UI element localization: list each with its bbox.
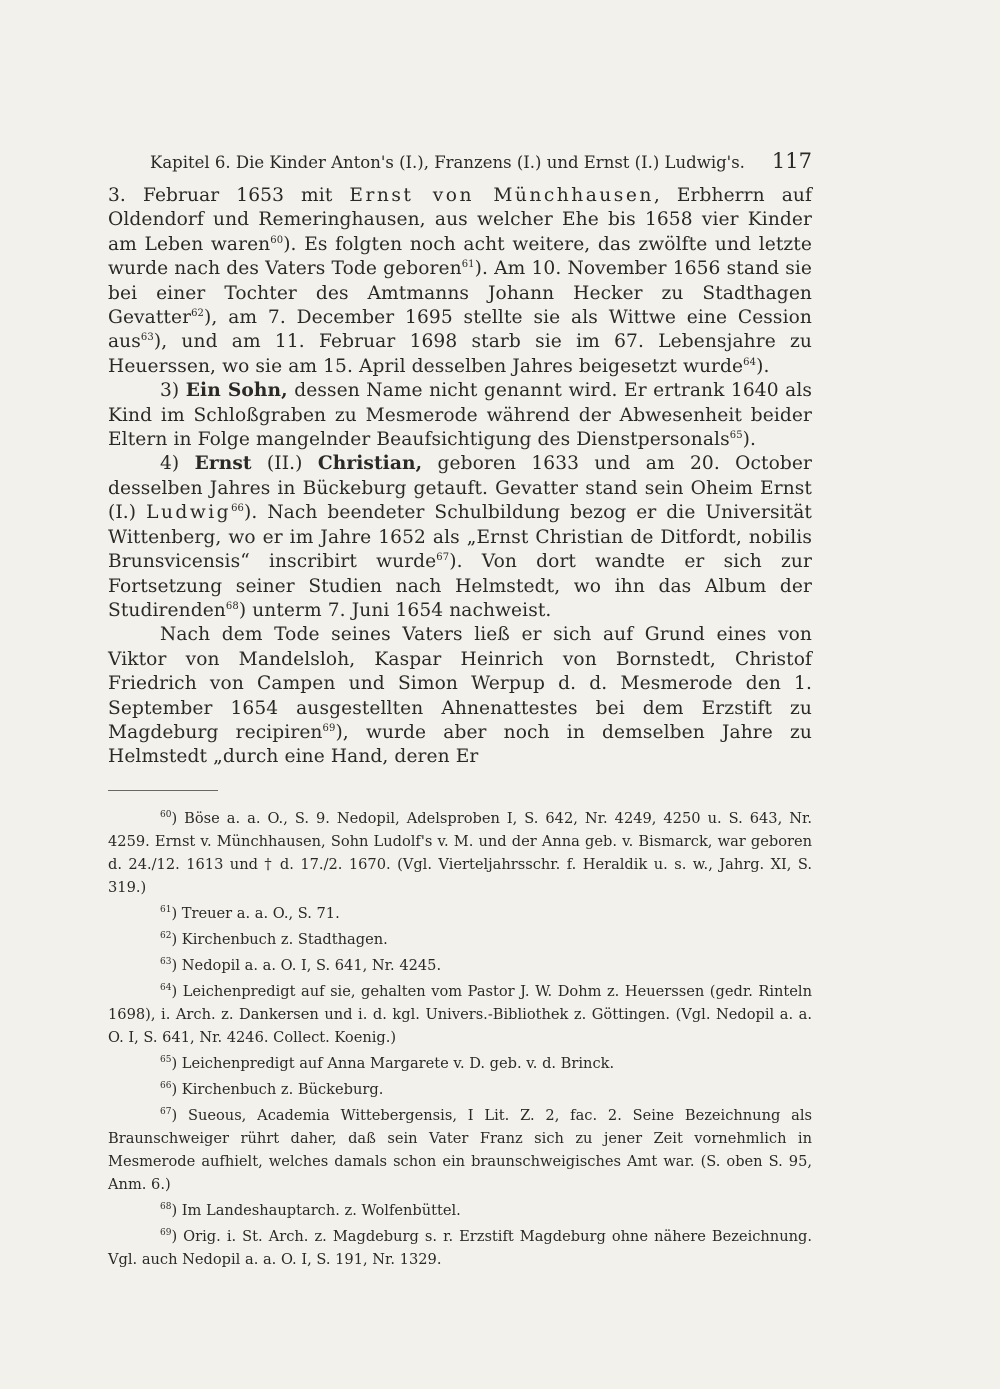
- footnote-ref[interactable]: 69: [322, 722, 336, 734]
- paragraph-ernst-christian: 4) Ernst (II.) Christian, geboren 1633 und am 20. October desselben Jahres in Bückeburg getauft. Gevatter stand sein Oheim Ernst (I.) Ludwig$^{66}$). Nach beendeter Schulbildung bezog er die Universität Wittenberg, wo er im Jahre 1652 als „Ernst Christian de Ditfordt, nobilis Brunsvicensis“ inscribirt wurde$^{67}$). Von dort wandte er sich zur Fortsetzung seiner Studien nach Helmstedt, wo ihn das Album der Studirenden$^{68}$) unterm 7. Juni 1654 nachweist.: [108, 453, 812, 621]
- footnote-ref[interactable]: 60: [270, 234, 284, 246]
- person-heading: Ein Sohn,: [185, 380, 288, 402]
- person-heading: Ernst: [194, 453, 252, 475]
- footnotes: [108, 807, 812, 1271]
- footnote: $^{69}$) Orig. i. St. Arch. z. Magdeburg s. r. Erzstift Magdeburg ohne nähere Bezeichnung. Vgl. auch Nedopil a. a. O. I, S. 191, Nr. 1329.: [108, 1227, 812, 1268]
- running-header: [108, 148, 812, 176]
- footnote: $^{64}$) Leichenpredigt auf sie, gehalten vom Pastor J. W. Dohm z. Heuerssen (gedr. Rinteln 1698), i. Arch. z. Dankersen und i. d. kgl. Univers.-Bibliothek z. Göttingen. (Vgl. Nedopil a. a. O. I, S. 641, Nr. 4246. Collect. Koenig.): [108, 982, 812, 1046]
- footnote: $^{62}$) Kirchenbuch z. Stadthagen.: [160, 930, 388, 948]
- footnote-number: 66: [160, 1080, 172, 1091]
- footnote: $^{61}$) Treuer a. a. O., S. 71.: [160, 904, 340, 922]
- paragraph-magdeburg: Nach dem Tode seines Vaters ließ er sich auf Grund eines von Viktor von Mandelsloh, Kaspar Heinrich von Bornstedt, Christof Friedrich von Campen und Simon Werpup d. d. Mesmerode den 1. September 1654 ausgestellten Ahnenattestes bei dem Erzstift zu Magdeburg recipiren$^{69}$), wurde aber noch in demselben Jahre zu Helmstedt „durch eine Hand, deren Er: [108, 624, 812, 768]
- footnote-number: 69: [160, 1227, 172, 1238]
- page: [108, 148, 812, 1274]
- footnote-ref[interactable]: 65: [729, 429, 743, 441]
- footnote-number: 67: [160, 1106, 172, 1117]
- footnote-ref[interactable]: 61: [461, 259, 475, 271]
- footnote-ref[interactable]: 68: [225, 600, 239, 612]
- paragraph-son: 3) Ein Sohn, dessen Name nicht genannt wird. Er ertrank 1640 als Kind im Schloßgraben zu Mesmerode während der Abwesenheit beider Eltern in Folge mangelnder Beaufsichtigung des Dienstpersonals$^{65}$).: [108, 380, 813, 451]
- footnote-ref[interactable]: 64: [743, 356, 757, 368]
- main-text: [108, 184, 812, 770]
- person-name: Ludwig: [146, 502, 232, 524]
- page-number: 117: [771, 149, 812, 173]
- paragraph-continuation: 3. Februar 1653 mit Ernst von Münchhausen, Erbherrn auf Oldendorf und Remeringhausen, aus welcher Ehe bis 1658 vier Kinder am Leben waren$^{60}$). Es folgten noch acht weitere, das zwölfte und letzte wurde nach des Vaters Tode geboren$^{61}$). Am 10. November 1656 stand sie bei einer Tochter des Amtmanns Johann Hecker zu Stadthagen Gevatter$^{62}$), am 7. December 1695 stellte sie als Wittwe eine Cession aus$^{63}$), und am 11. Februar 1698 starb sie im 67. Lebensjahre zu Heuerssen, wo sie am 15. April desselben Jahres beigesetzt wurde$^{64}$).: [108, 185, 812, 377]
- footnote-number: 65: [160, 1054, 172, 1065]
- footnote: $^{66}$) Kirchenbuch z. Bückeburg.: [160, 1080, 384, 1098]
- footnote: $^{68}$) Im Landeshauptarch. z. Wolfenbüttel.: [160, 1201, 461, 1219]
- footnote: $^{60}$) Böse a. a. O., S. 9. Nedopil, Adelsproben I, S. 642, Nr. 4249, 4250 u. S. 643, Nr. 4259. Ernst v. Münchhausen, Sohn Ludolf's v. M. und der Anna geb. v. Bismarck, war geboren d. 24./12. 1613 und † d. 17./2. 1670. (Vgl. Vierteljahrsschr. f. Heraldik u. s. w., Jahrg. XI, S. 319.): [108, 809, 812, 896]
- footnote-divider: [108, 790, 218, 791]
- footnote-number: 61: [160, 904, 172, 915]
- footnote: $^{65}$) Leichenpredigt auf Anna Margarete v. D. geb. v. d. Brinck.: [160, 1054, 615, 1072]
- footnote-number: 60: [160, 809, 172, 820]
- footnote-ref[interactable]: 67: [436, 551, 450, 563]
- footnote-number: 64: [160, 982, 172, 993]
- person-name: Ernst von Münchhausen: [349, 185, 654, 206]
- footnote-number: 63: [160, 956, 172, 967]
- footnote: $^{67}$) Sueous, Academia Wittebergensis, I Lit. Z. 2, fac. 2. Seine Bezeichnung als Braunschweiger rührt daher, daß sein Vater Franz sich zu jener Zeit vornehmlich in Mesmerode aufhielt, welches damals schon ein braunschweigisches Amt war. (S. oben S. 95, Anm. 6.): [108, 1106, 812, 1193]
- footnote-number: 62: [160, 930, 172, 941]
- footnote: $^{63}$) Nedopil a. a. O. I, S. 641, Nr. 4245.: [160, 956, 442, 974]
- footnote-number: 68: [160, 1201, 172, 1212]
- running-title: Kapitel 6. Die Kinder Anton's (I.), Franzens (I.) und Ernst (I.) Ludwig's.: [150, 153, 745, 172]
- footnote-ref[interactable]: 62: [191, 307, 205, 319]
- footnote-ref[interactable]: 66: [231, 503, 245, 515]
- person-heading: Christian,: [317, 453, 423, 475]
- footnote-ref[interactable]: 63: [140, 332, 154, 344]
